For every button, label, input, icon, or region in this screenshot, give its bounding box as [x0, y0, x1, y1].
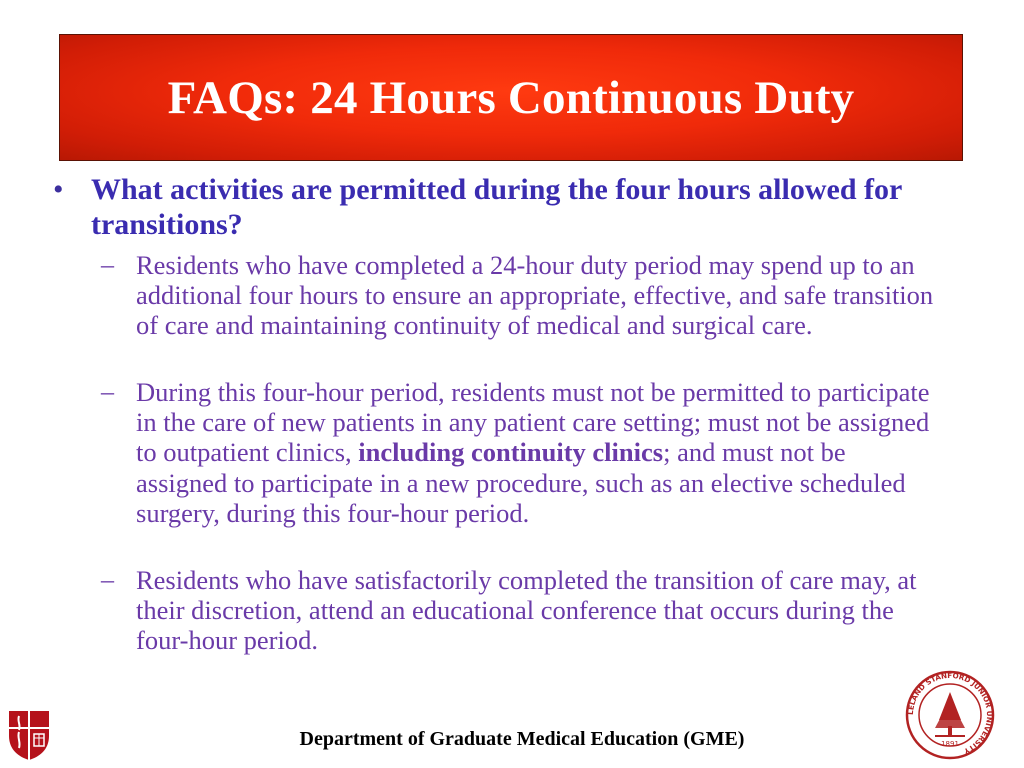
- slide-title: FAQs: 24 Hours Continuous Duty: [167, 71, 855, 124]
- answer-text: ; and must not be assigned to participate in a new procedure, such as an elective scheduled surgery, during this four-hour period.: [136, 437, 906, 528]
- dash-icon: –: [101, 250, 114, 279]
- bullet-icon: •: [53, 173, 64, 206]
- seal-year: 1891: [941, 740, 959, 748]
- answer-item-2: [136, 377, 936, 528]
- dash-icon: –: [101, 565, 114, 594]
- answer-emphasis: including continuity clinics: [358, 437, 664, 468]
- seal-text: LELAND STANFORD JUNIOR UNIVERSITY: [905, 670, 995, 756]
- answer-text: During this four-hour period, residents must not be permitted to participate in the care of new patients in any patient care setting; must not be assigned to outpatient clinics,: [136, 377, 930, 468]
- title-banner: [59, 34, 963, 161]
- answer-item-1: Residents who have completed a 24-hour duty period may spend up to an additional four hours to ensure an appropriate, effective, and safe transition of care and maintaining continuity of medical and surgical care.: [136, 250, 934, 341]
- faq-question: What activities are permitted during the four hours allowed for transitions?: [91, 173, 902, 241]
- footer-department: Department of Graduate Medical Education (GME): [299, 728, 745, 750]
- answer-item-3: Residents who have satisfactorily completed the transition of care may, at their discretion, attend an educational conference that occurs during the four-hour period.: [136, 565, 917, 656]
- dash-icon: –: [101, 377, 114, 406]
